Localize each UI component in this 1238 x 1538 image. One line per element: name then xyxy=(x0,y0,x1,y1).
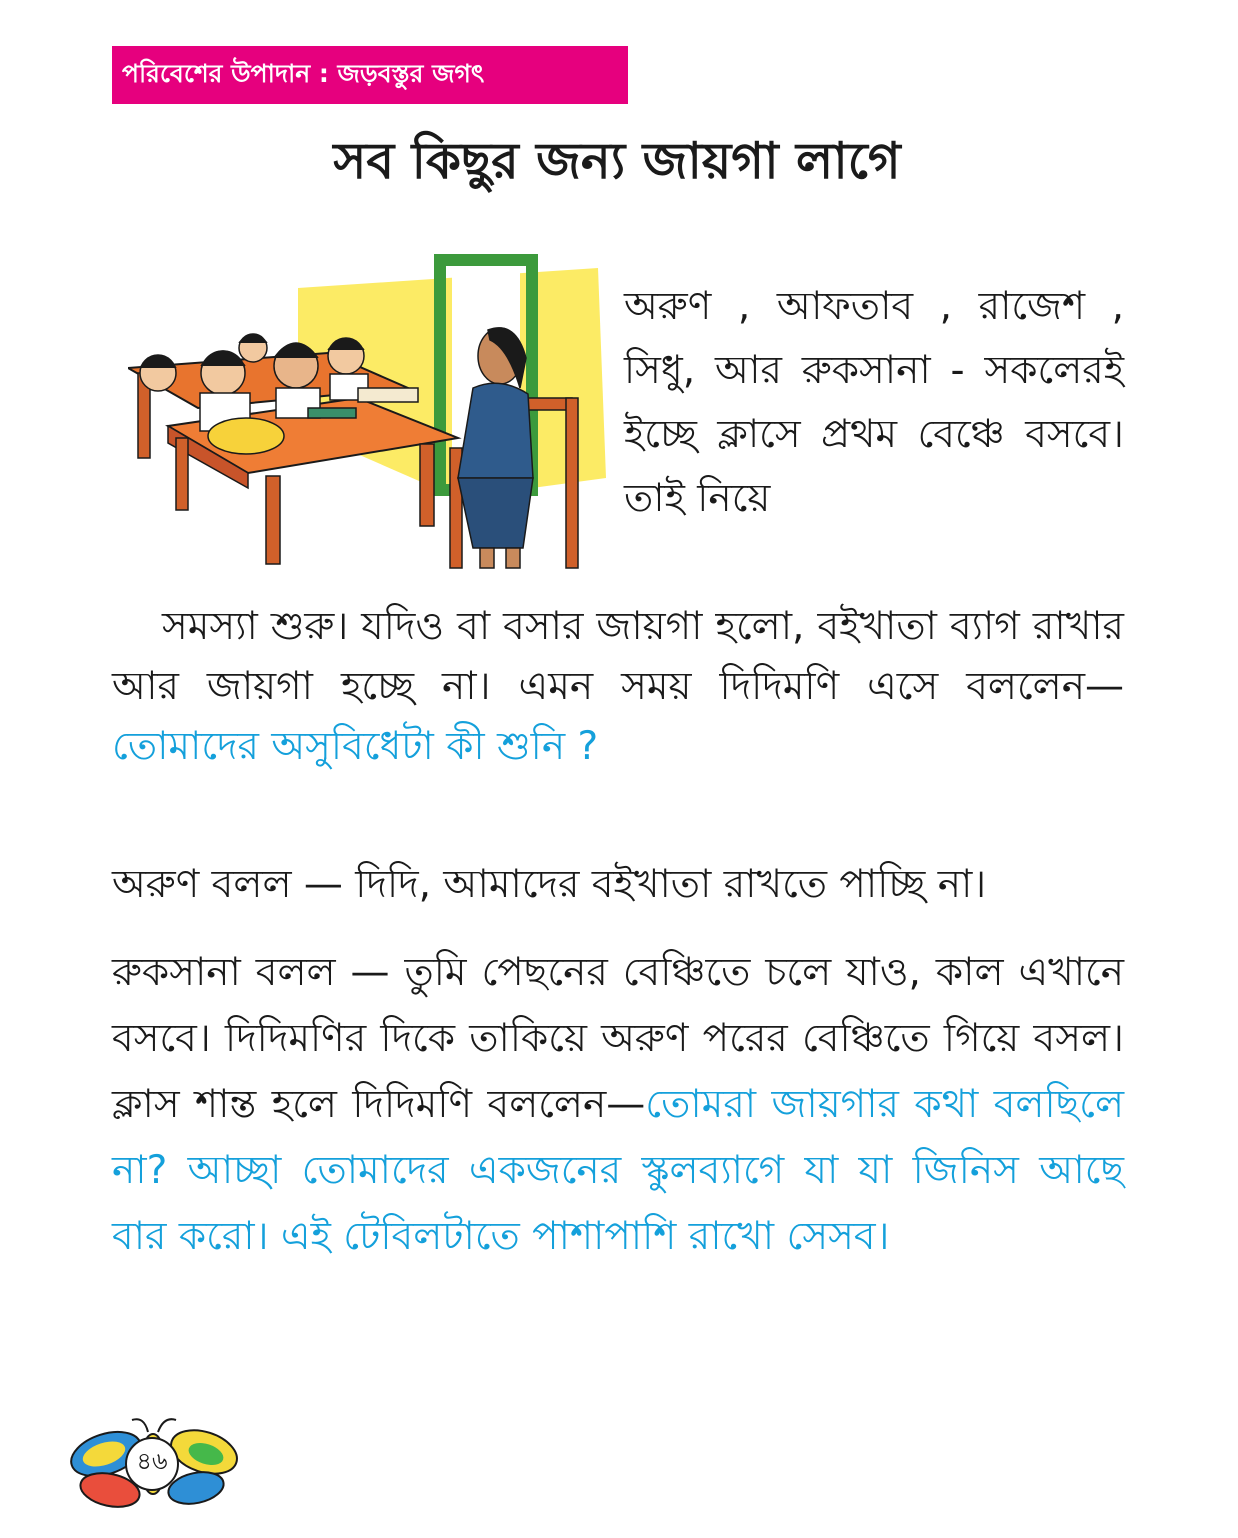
problem-paragraph xyxy=(112,597,1124,777)
page-number: ৪৬ xyxy=(136,1447,168,1475)
page-title: সব কিছুর জন্য জায়গা লাগে xyxy=(333,132,901,190)
problem-text: সমস্যা শুরু। যদিও বা বসার জায়গা হলো, বইখাতা ব্যাগ রাখার আর জায়গা হচ্ছে না। এমন সময় দিদিমণি এসে বললেন— xyxy=(112,604,1124,709)
section-banner xyxy=(112,46,628,104)
ruksana-paragraph xyxy=(112,940,1124,1270)
arun-dialogue: অরুণ বলল — দিদি, আমাদের বইখাতা রাখতে পাচ্ছি না। xyxy=(112,862,987,907)
teacher-instruction: তোমরা জায়গার কথা বলছিলে না? আচ্ছা তোমাদের একজনের স্কুলব্যাগে যা যা জিনিস আছে বার করো। এই টেবিলটাতে পাশাপাশি রাখো সেসব। xyxy=(112,1082,1124,1259)
ruksana-text: রুকসানা বলল — তুমি পেছনের বেঞ্চিতে চলে যাও, কাল এখানে বসবে। দিদিমণির দিকে তাকিয়ে অরুণ পরের বেঞ্চিতে গিয়ে বসল। ক্লাস শান্ত হলে দিদিমণি বললেন— xyxy=(112,950,1124,1127)
intro-paragraph: অরুণ , আফতাব , রাজেশ , সিধু, আর রুকসানা - সকলেরই ইচ্ছে ক্লাসে প্রথম বেঞ্চে বসবে। তাই নিয়ে xyxy=(624,284,1124,521)
teacher-question: তোমাদের অসুবিধেটা কী শুনি ? xyxy=(112,724,599,769)
classroom-illustration xyxy=(128,248,606,578)
section-label: পরিবেশের উপাদান : জড়বস্তুর জগৎ xyxy=(122,58,485,88)
